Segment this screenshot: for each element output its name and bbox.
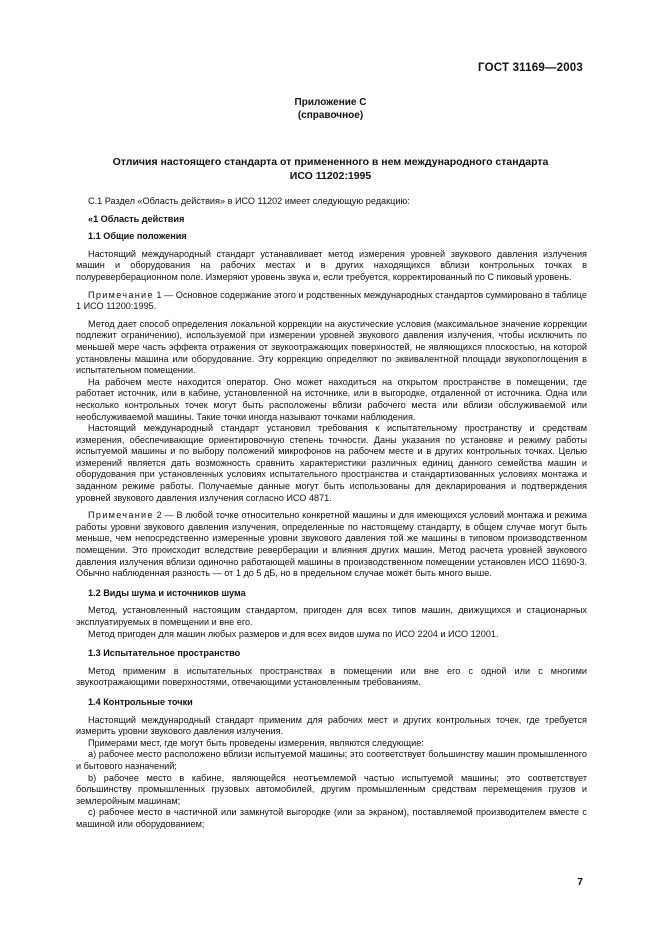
page-number: 7 (577, 876, 583, 888)
list-item-c: с) рабочее место в частичной или замкнутой выгородке (или за экраном), поставляемой производителем вместе с машиной или оборудованием; (76, 807, 587, 829)
annex-name: Приложение С (294, 97, 367, 108)
note-label: Примечание (88, 510, 154, 521)
note-1 (76, 290, 587, 313)
paragraph: Настоящий международный стандарт применим для рабочих мест и других контрольных точек, где требуется измерить уровни звукового давления излучения. (76, 714, 587, 737)
clause-c1: С.1 Раздел «Область действия» в ИСО 11202 имеет следующую редакцию: (88, 196, 410, 206)
annex-title-line2: ИСО 11202:1995 (289, 169, 372, 182)
paragraph: Настоящий международный стандарт установил требования к испытательному пространству и средствам измерения, обеспечивающие ориентировочную степень точности. Даны указания по установке и режиму работы испытуемой машины и по выбору положений микрофонов на рабочем месте и в других контрольных точках. Целью измерений является дать возможность сравнить характеристики различных единиц данного семейства машин и оборудования при установленных условиях испытательного пространства и стандартизованных условиях монтажа и заданном режиме работы. Получаемые данные могут быть использованы для декларирования и подтверждения уровней звукового давления излучения согласно ИСО 4871. (76, 423, 587, 503)
section-1-4-heading: 1.4 Контрольные точки (88, 696, 193, 707)
standard-code: ГОСТ 31169—2003 (478, 62, 583, 74)
section-1-heading: «1 Область действия (88, 213, 185, 224)
list-item-a: а) рабочее место расположено вблизи испытуемой машины; это соответствует большинству машин промышленного и бытового назначений; (76, 749, 587, 771)
paragraph: На рабочем месте находится оператор. Оно может находиться на открытом пространстве в помещении, где работает источник, или в кабине, установленной на источнике, или в выгородке, отдаленной от источника. Одна или несколько контрольных точек могут быть расположены вблизи рабочего места или вблизи обслуживаемой или необслуживаемой машины. Такие точки иногда называют точками наблюдения. (76, 376, 587, 422)
section-1-1-heading: 1.1 Общие положения (88, 231, 187, 242)
note-label: Примечание (88, 289, 154, 300)
paragraph: Метод применим в испытательных пространствах в помещении или вне его с одной или с многими звукоотражающими поверхностями, отвечающими установленным требованиям. (76, 665, 587, 688)
annex-type: (справочное) (297, 109, 364, 121)
section-1-3-heading: 1.3 Испытательное пространство (88, 648, 241, 659)
paragraph: Метод пригоден для машин любых размеров и для всех видов шума по ИСО 2204 и ИСО 12001. (88, 628, 499, 639)
list-item-b: b) рабочее место в кабине, являющейся неотъемлемой частью испытуемой машины; это соответствует большинству промышленных грузовых автомобилей, другим промышленным средствам перемещения грузов и землеройным машинам; (76, 772, 587, 806)
note-text: 2 — В любой точке относительно конкретной машины и для имеющихся условий монтажа и режима работы уровни звукового давления излучения, определенные по настоящему стандарту, в общем случае могут быть меньше, чем непосредственно измеренные уровни звукового давления той же машины в типовом производственном помещении. Это происходит вследствие реверберации и влияния других машин. Метод расчета уровней звукового давления излучения вблизи одиночно работающей машины в производственном помещении установлен ИСО 11690-3. Обычно наблюденная разность — от 1 до 5 дБ, но в предельном случае может быть много выше. (76, 510, 587, 579)
paragraph: Настоящий международный стандарт устанавливает метод измерения уровней звукового давления излучения машин и оборудования на рабочих местах и в других находящихся вблизи контрольных точках в полуреверберационном поле. Измеряют уровень звука и, если требуется, корректированный по С пиковый уровень. (76, 248, 587, 282)
annex-heading (0, 97, 661, 122)
paragraph: Метод, установленный настоящим стандартом, пригоден для всех типов машин, движущихся и стационарных эксплуатируемых в помещении и вне его. (76, 605, 587, 627)
annex-title (0, 156, 661, 183)
paragraph: Примерами мест, где могут быть проведены измерения, являются следующие: (88, 737, 424, 748)
paragraph: Метод дает способ определения локальной коррекции на акустические условия (максимальное значение коррекции подлежит ограничению), используемой при измерении уровней звукового давления излучения, чтобы исключить по меньшей мере часть эффекта отражения от звукоотражающих поверхностей, не являющихся плоскостью, на которой установлены машина или оборудование. Эту коррекцию определяют по эквивалентной площади звукопоглощения в испытательном помещении. (76, 318, 587, 376)
section-1-2-heading: 1.2 Виды шума и источников шума (88, 587, 246, 598)
document-body (76, 196, 587, 831)
annex-title-line1: Отличия настоящего стандарта от примененного в нем международного стандарта (112, 156, 549, 168)
note-text: 1 — Основное содержание этого и родственных международных стандартов суммировано в таблице 1 ИСО 11200:1995. (76, 289, 587, 312)
note-2 (76, 510, 587, 580)
